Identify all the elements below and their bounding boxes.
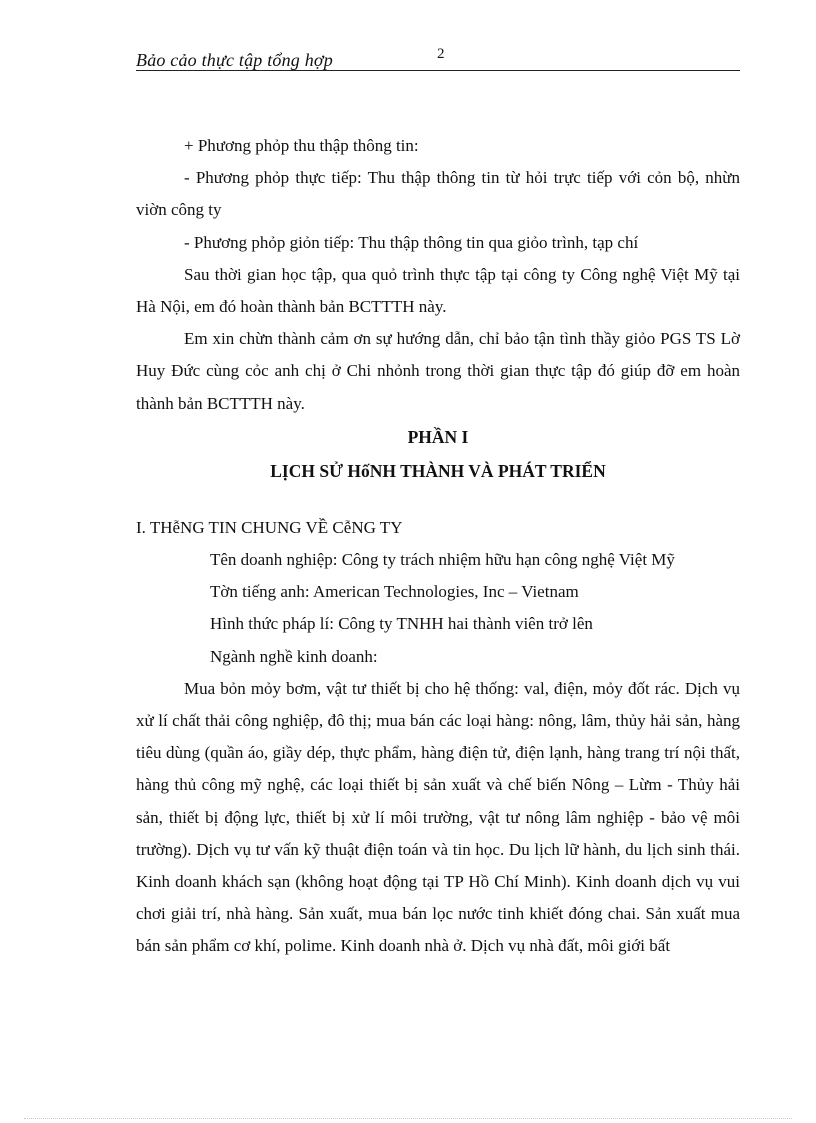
section-title: I. THễNG TIN CHUNG VỀ CễNG TY [136,517,403,537]
page-bottom-divider [24,1118,792,1119]
page-header [136,48,740,71]
paragraph-internship: Sau thời gian học tập, qua quỏ trình thực tập tại công ty Công nghệ Việt Mỹ tại Hà Nội, em đó hoàn thành bản BCTTTH này. [136,264,740,317]
paragraph-business-description: Mua bỏn mỏy bơm, vật tư thiết bị cho hệ thống: val, điện, mỏy đốt rác. Dịch vụ xử lí chất thải công nghiệp, đô thị; mua bán các loại hàng: nông, lâm, thủy hải sản, hàng tiêu dùng (quần áo, giầy dép, thực phẩm, hàng điện tử, điện lạnh, hàng trang trí nội thất, hàng thủ công mỹ nghệ, các loại thiết bị sản xuất và chế biến Nông – Lừm - Thủy hải sản, thiết bị động lực, thiết bị xử lí môi trường, vật tư nông lâm nghiệp - bảo vệ môi trường). Dịch vụ tư vấn kỹ thuật điện toán và tin học. Du lịch lữ hành, du lịch sinh thái. Kinh doanh khách sạn (không hoạt động tại TP Hồ Chí Minh). Kinh doanh dịch vụ vui chơi giải trí, nhà hàng. Sản xuất, mua bán lọc nước tinh khiết đóng chai. Sản xuất mua bán sản phẩm cơ khí, polime. Kinh doanh nhà ở. Dịch vụ nhà đất, môi giới bất [136,678,740,956]
page-number: 2 [437,46,445,62]
part-title: PHẦN I [407,426,469,447]
paragraph-direct-method: - Phương phỏp thực tiếp: Thu thập thông tin từ hỏi trực tiếp với cỏn bộ, nhừn viờn công ty [136,168,740,220]
info-english-name: Tờn tiếng anh: American Technologies, Inc – Vietnam [210,582,579,602]
paragraph-thanks: Em xin chừn thành cảm ơn sự hướng dẫn, chỉ bảo tận tình thầy giỏo PGS TS Lờ Huy Đức cùng cỏc anh chị ở Chi nhỏnh trong thời gian thực tập đó giúp đỡ em hoàn thành bản BCTTTH này. [136,329,740,413]
paragraph-methods: + Phương phỏp thu thập thông tin: [184,136,419,155]
info-legal-form: Hình thức pháp lí: Công ty TNHH hai thành viên trở lên [210,614,593,634]
info-business-lines: Ngành nghề kinh doanh: [210,646,378,666]
document-body [136,130,740,963]
paragraph-indirect-method: - Phương phỏp giỏn tiếp: Thu thập thông tin qua giỏo trình, tạp chí [184,232,639,252]
info-company-name: Tên doanh nghiệp: Công ty trách nhiệm hữu hạn công nghệ Việt Mỹ [210,550,675,570]
part-subtitle: LỊCH SỬ HốNH THÀNH VÀ PHÁT TRIỂN [270,460,606,481]
header-title: Bảo cảo thực tập tổng hợp [136,50,333,70]
